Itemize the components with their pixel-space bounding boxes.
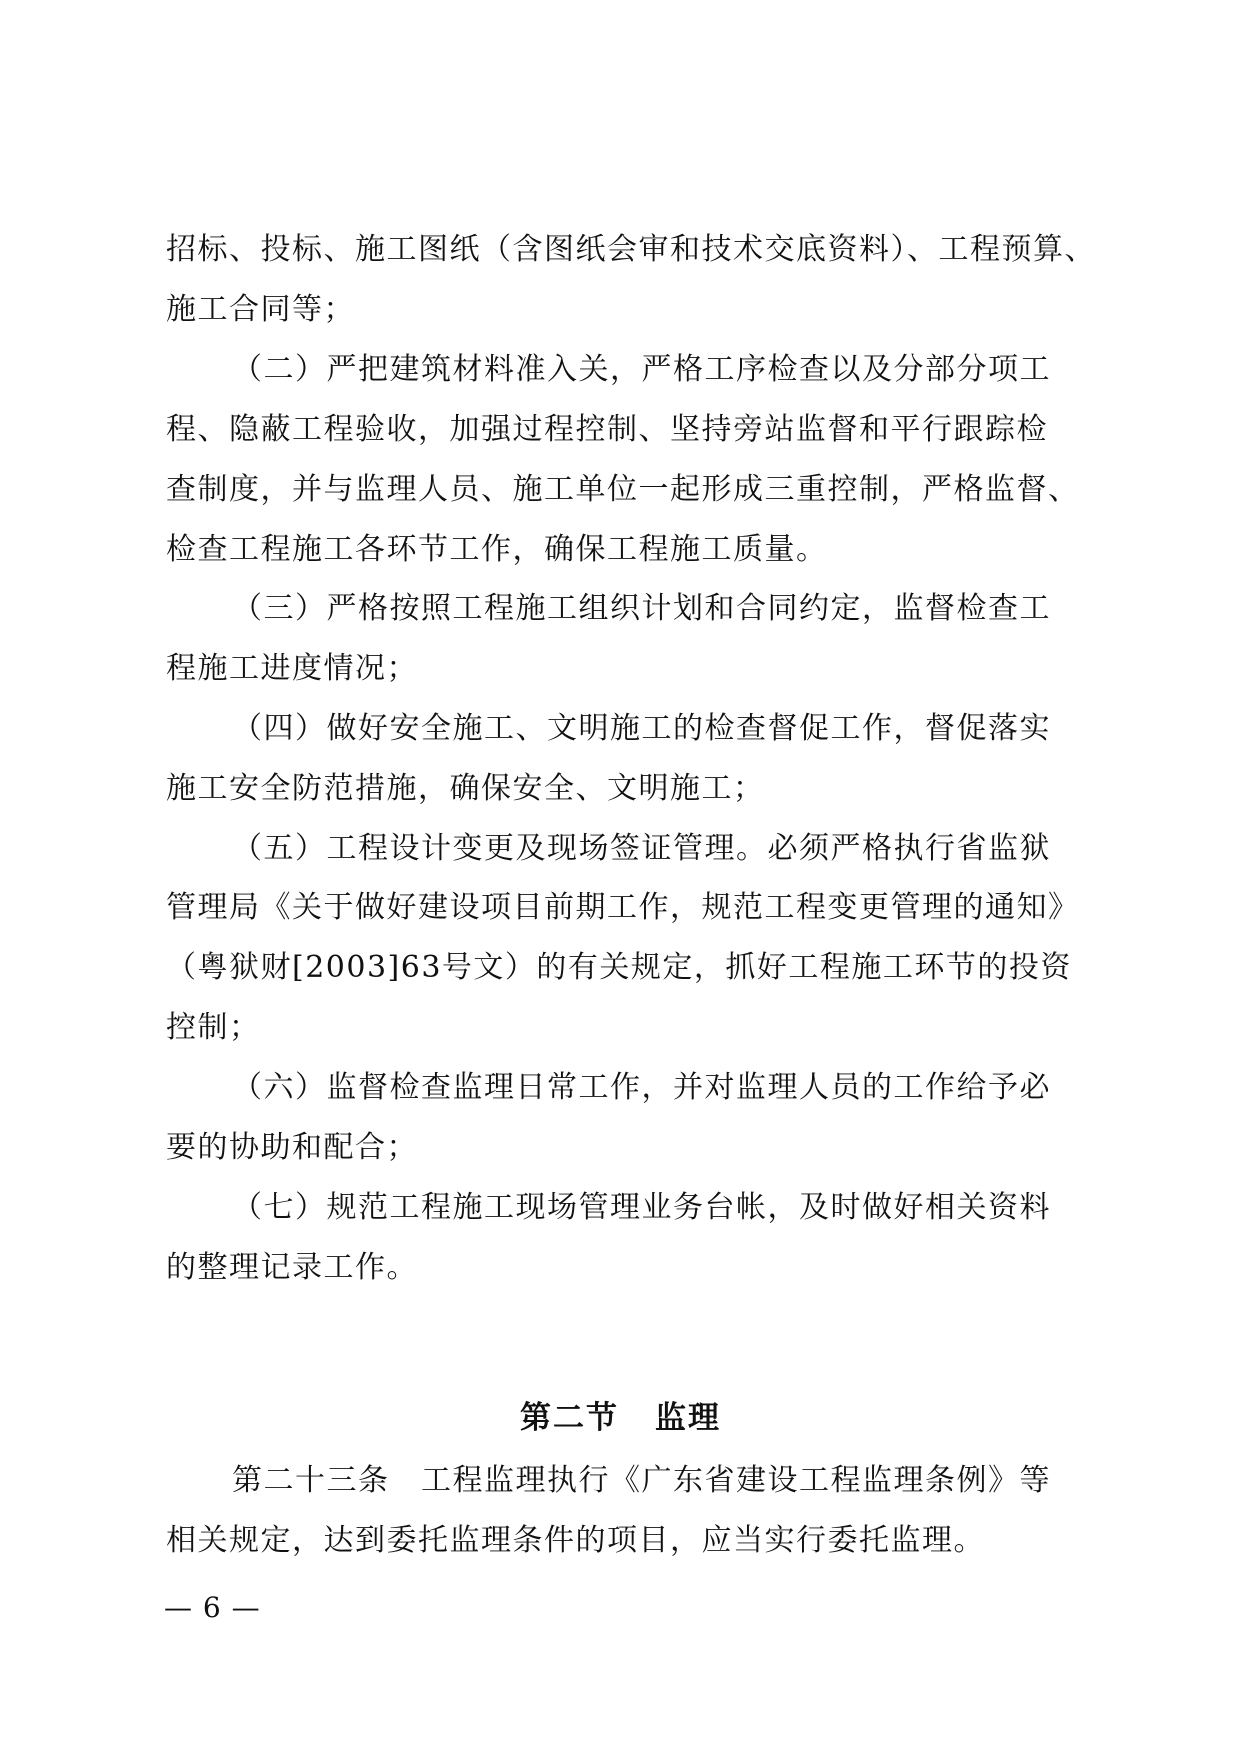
text-line: 施工安全防范措施，确保安全、文明施工； bbox=[166, 771, 765, 806]
section-heading bbox=[0, 1398, 1241, 1438]
article-line: 第二十三条 工程监理执行《广东省建设工程监理条例》等 bbox=[232, 1463, 1051, 1498]
text-line: 查制度，并与监理人员、施工单位一起形成三重控制，严格监督、 bbox=[166, 472, 1080, 507]
text-line: 程施工进度情况； bbox=[166, 651, 418, 686]
text-line: （四）做好安全施工、文明施工的检查督促工作，督促落实 bbox=[232, 711, 1051, 746]
page-number: — 6 — bbox=[164, 1591, 261, 1624]
text-line: 要的协助和配合； bbox=[166, 1130, 418, 1165]
text-line: 控制； bbox=[166, 1010, 261, 1045]
text-line: 的整理记录工作。 bbox=[166, 1250, 418, 1285]
text-line: 管理局《关于做好建设项目前期工作，规范工程变更管理的通知》 bbox=[166, 890, 1080, 925]
text-line: （二）严把建筑材料准入关，严格工序检查以及分部分项工 bbox=[232, 352, 1051, 387]
text-line: 检查工程施工各环节工作，确保工程施工质量。 bbox=[166, 532, 828, 567]
text-line: 招标、投标、施工图纸（含图纸会审和技术交底资料）、工程预算、 bbox=[166, 232, 1096, 267]
text-line: （六）监督检查监理日常工作，并对监理人员的工作给予必 bbox=[232, 1070, 1051, 1105]
article-line: 相关规定，达到委托监理条件的项目，应当实行委托监理。 bbox=[166, 1523, 985, 1558]
text-line: （五）工程设计变更及现场签证管理。必须严格执行省监狱 bbox=[232, 831, 1051, 866]
text-line: （三）严格按照工程施工组织计划和合同约定，监督检查工 bbox=[232, 591, 1051, 626]
section-title: 监理 bbox=[655, 1400, 721, 1436]
text-line: 程、隐蔽工程验收，加强过程控制、坚持旁站监督和平行跟踪检 bbox=[166, 412, 1048, 447]
section-number: 第二节 bbox=[520, 1400, 619, 1436]
text-line: （七）规范工程施工现场管理业务台帐，及时做好相关资料 bbox=[232, 1190, 1051, 1225]
text-line: （粤狱财[2003]63号文）的有关规定，抓好工程施工环节的投资 bbox=[166, 950, 1072, 985]
text-line: 施工合同等； bbox=[166, 292, 355, 327]
